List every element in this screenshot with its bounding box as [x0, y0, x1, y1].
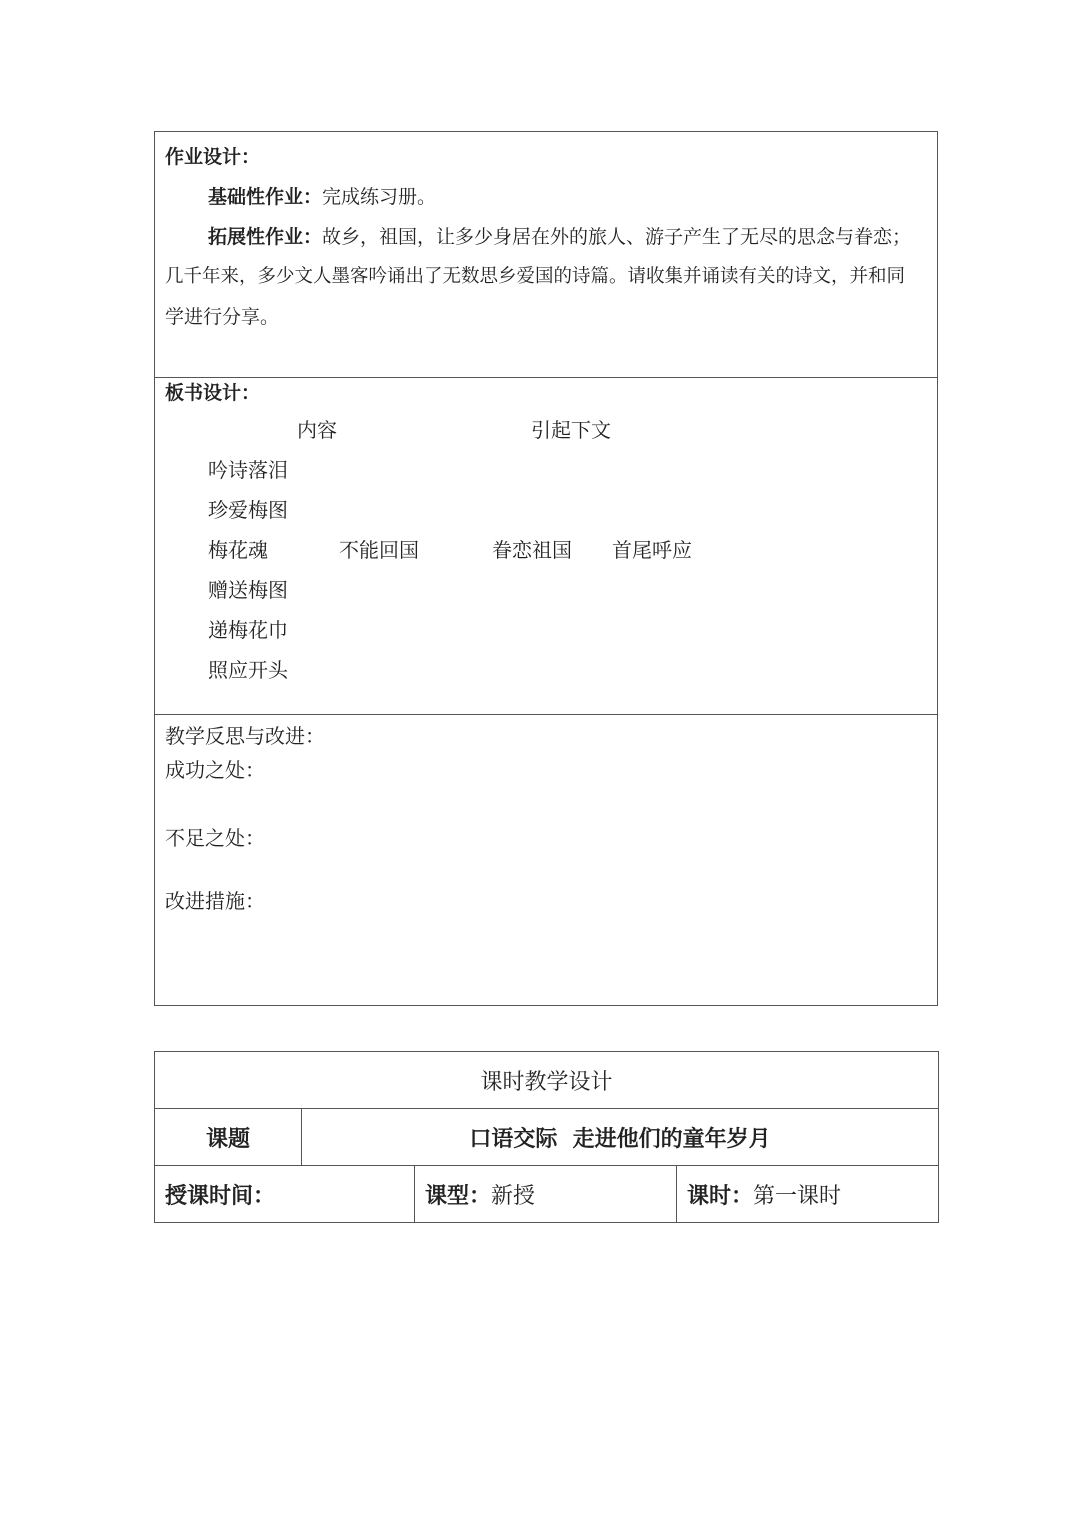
board-item: 赠送梅图: [208, 578, 288, 602]
board-row: [165, 610, 927, 650]
board-row: [165, 530, 927, 570]
period-value: 第一课时: [753, 1183, 842, 1209]
board-item: 照应开头: [208, 658, 288, 682]
homework-section: [155, 132, 938, 378]
board-header-row: [165, 410, 927, 450]
board-item: 递梅花巾: [208, 618, 288, 642]
type-cell: [415, 1166, 677, 1223]
homework-title: 作业设计：: [165, 146, 261, 168]
board-row: [165, 570, 927, 610]
lesson-plan-table: [154, 131, 938, 1006]
board-item: 珍爱梅图: [208, 498, 288, 522]
board-item: 梅花魂: [208, 538, 268, 562]
board-mid-2: 眷恋祖国: [492, 538, 572, 562]
period-label: 课时：: [687, 1183, 754, 1209]
board-item: 吟诗落泪: [208, 458, 288, 482]
reflection-success: 成功之处：: [165, 758, 265, 782]
extended-homework-text-1: 故乡，祖国，让多少身居在外的旅人、游子产生了无尽的思念与眷恋；: [322, 226, 912, 248]
reflection-section: [155, 715, 938, 1006]
board-mid-3: 首尾呼应: [612, 538, 692, 562]
board-mid-1: 不能回国: [339, 538, 419, 562]
board-row: [165, 450, 927, 490]
reflection-improve: 改进措施：: [165, 889, 265, 913]
type-label: 课型：: [425, 1183, 492, 1209]
board-section: [155, 378, 938, 715]
board-row: [165, 650, 927, 690]
basic-homework-label: 基础性作业：: [208, 186, 323, 208]
board-row: [165, 490, 927, 530]
topic-label: 课题: [155, 1109, 302, 1166]
time-label: 授课时间：: [155, 1166, 415, 1223]
extended-homework-label: 拓展性作业：: [208, 226, 323, 248]
topic-value: 口语交际 走进他们的童年岁月: [302, 1109, 939, 1166]
extended-homework: [165, 217, 927, 257]
board-title: 板书设计：: [165, 382, 261, 404]
type-value: 新授: [491, 1183, 536, 1209]
period-cell: [677, 1166, 939, 1223]
basic-homework: [165, 177, 927, 217]
reflection-title: 教学反思与改进：: [165, 724, 325, 748]
lesson-info-table: [154, 1051, 939, 1223]
extended-homework-text-2: 几千年来，多少文人墨客吟诵出了无数思乡爱国的诗篇。请收集并诵读有关的诗文，并和同: [165, 266, 906, 287]
lesson-header: 课时教学设计: [155, 1052, 939, 1109]
basic-homework-text: 完成练习册。: [322, 186, 437, 208]
board-header-content: 内容: [297, 418, 337, 442]
board-header-lead: 引起下文: [531, 418, 611, 442]
reflection-shortcoming: 不足之处：: [165, 826, 265, 850]
extended-homework-text-3: 学进行分享。: [165, 306, 280, 328]
